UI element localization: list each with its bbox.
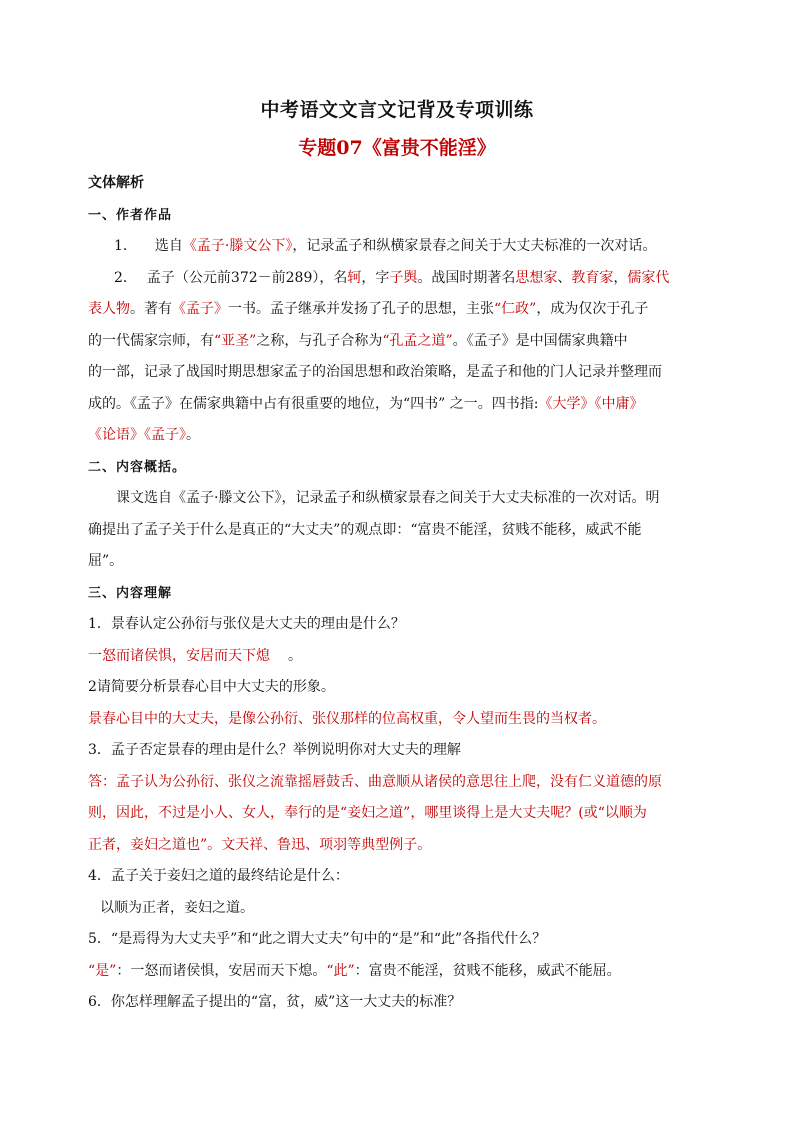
question-6: 6．你怎样理解孟子提出的“富，贫，威”这一大丈夫的标准？ [88, 994, 462, 1010]
answer-2: 景春心目中的大丈夫，是像公孙衍、张仪那样的位高权重，令人望而生畏的当权者。 [88, 710, 606, 727]
list-number: 2． [114, 269, 137, 286]
document-body [88, 168, 716, 1019]
question-4: 4．孟子关于妾妇之道的最终结论是什么： [88, 868, 349, 884]
highlight-text: 《孟子·滕文公下》 [182, 238, 293, 254]
answer-3-line-3: 正者，妾妇之道也”。文天祥、鲁迅、项羽等典型例子。 [88, 836, 432, 853]
page-title: 中考语文文言文记背及专项训练 [260, 99, 534, 121]
summary-line-3: 屈”。 [88, 553, 124, 569]
question-1: 1．景春认定公孙衍与张仪是大丈夫的理由是什么？ [88, 616, 405, 632]
summary-line-1: 课文选自《孟子·滕文公下》，记录孟子和纵横家景春之间关于大丈夫标准的一次对话。明 [116, 490, 660, 506]
author-paragraph-2: 2． 孟子（公元前372－前289），名轲，字子舆。战国时期著名思想家、教育家，儒家代 [114, 269, 670, 286]
section-understanding-heading: 三、内容理解 [88, 585, 173, 601]
author-paragraph-2-line-4: 的一部，记录了战国时期思想家孟子的治国思想和政治策略，是孟子和他的门人记录并整理而 [88, 364, 662, 380]
author-paragraph-2-line-5: 成的。《孟子》在儒家典籍中占有很重要的地位，为“四书” 之一。四书指:《大学》《中庸》 [88, 395, 644, 412]
answer-3-line-1: 答：孟子认为公孙衍、张仪之流靠摇唇鼓舌、曲意顺从诸侯的意思往上爬，没有仁义道德的原 [88, 773, 662, 790]
author-paragraph-2-line-3: 的一代儒家宗师，有“亚圣”之称，与孔子合称为“孔孟之道”。《孟子》是中国儒家典籍中 [88, 332, 628, 349]
question-3: 3．孟子否定景春的理由是什么？举例说明你对大丈夫的理解 [88, 742, 461, 758]
author-paragraph-2-line-2: 表人物。著有《孟子》一书。孟子继承并发扬了孔子的思想，主张“仁政”，成为仅次于孔子 [88, 301, 649, 317]
question-2: 2请简要分析景春心目中大丈夫的形象。 [88, 679, 335, 695]
answer-3-line-2: 则，因此，不过是小人、女人，奉行的是“妾妇之道”，哪里谈得上是大丈夫呢？(或“以顺为 [88, 805, 647, 821]
list-number: 1． [114, 238, 137, 254]
author-paragraph-2-line-6: 《论语》《孟子》。 [88, 427, 200, 443]
summary-line-2: 确提出了孟子关于什么是真正的“大丈夫”的观点即：“富贵不能淫，贫贱不能移，威武不能 [88, 521, 642, 538]
question-5: 5．“是焉得为大丈夫乎”和“此之谓大丈夫”句中的“是”和“此”各指代什么？ [88, 931, 547, 947]
author-paragraph-1: 1． 选自《孟子·滕文公下》，记录孟子和纵横家景春之间关于大丈夫标准的一次对话。 [114, 238, 657, 254]
answer-5: “是”：一怒而诸侯惧，安居而天下熄。“此”：富贵不能淫，贫贱不能移，威武不能屈。 [88, 962, 621, 979]
page-subtitle: 专题07《富贵不能淫》 [298, 137, 496, 159]
section-summary-heading: 二、内容概括。 [88, 459, 187, 475]
section-author-heading: 一、作者作品 [88, 207, 173, 223]
answer-1: 一怒而诸侯惧，安居而天下熄 。 [88, 647, 302, 664]
section-genre-heading: 文体解析 [88, 175, 144, 191]
answer-4: 以顺为正者，妾妇之道。 [100, 899, 254, 916]
